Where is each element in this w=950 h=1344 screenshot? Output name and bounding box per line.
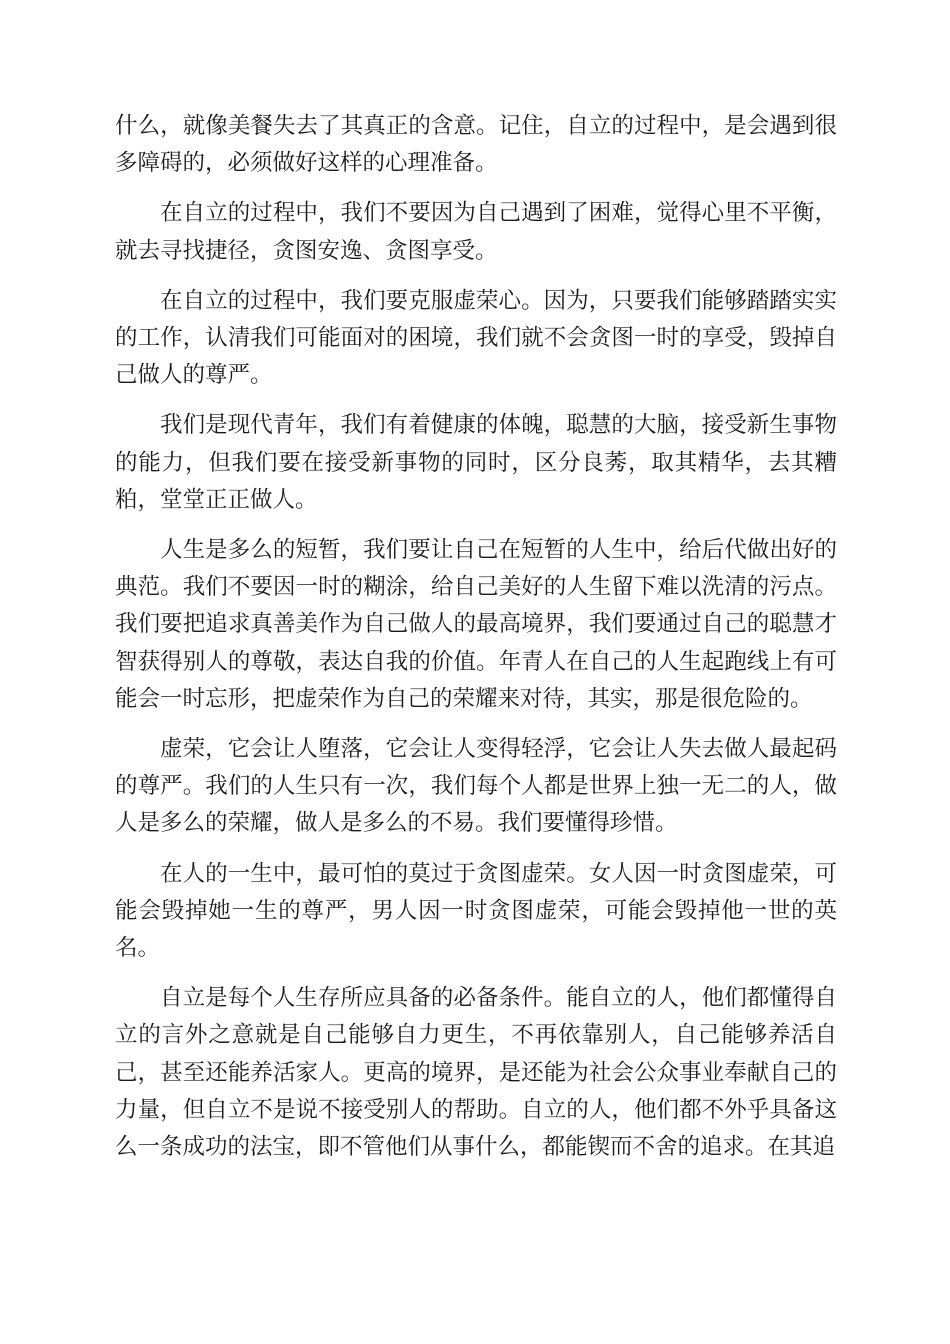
paragraph-6: 虚荣，它会让人堕落，它会让人变得轻浮，它会让人失去做人最起码的尊严。我们的人生只有一次，我们每个人都是世界上独一无二的人，做人是多么的荣耀，做人是多么的不易。我们要懂得珍惜。 xyxy=(115,736,837,837)
paragraph-5: 人生是多么的短暂，我们要让自己在短暂的人生中，给后代做出好的典范。我们不要因一时的糊涂，给自己美好的人生留下难以洗清的污点。我们要把追求真善美作为自己做人的最高境界，我们要通过自己的聪慧才智获得别人的尊敬，表达自我的价值。年青人在自己的人生起跑线上有可能会一时忘形，把虚荣作为自己的荣耀来对待，其实，那是很危险的。 xyxy=(115,537,837,712)
paragraph-4: 我们是现代青年，我们有着健康的体魄，聪慧的大脑，接受新生事物的能力，但我们要在接受新事物的同时，区分良莠，取其精华，去其糟粕，堂堂正正做人。 xyxy=(115,412,837,513)
paragraph-7: 在人的一生中，最可怕的莫过于贪图虚荣。女人因一时贪图虚荣，可能会毁掉她一生的尊严，男人因一时贪图虚荣，可能会毁掉他一世的英名。 xyxy=(115,860,837,962)
paragraph-2: 在自立的过程中，我们不要因为自己遇到了困难，觉得心里不平衡，就去寻找捷径，贪图安逸、贪图享受。 xyxy=(115,200,837,264)
paragraph-1: 什么，就像美餐失去了其真正的含意。记住，自立的过程中，是会遇到很多障碍的，必须做好这样的心理准备。 xyxy=(115,113,837,177)
document-body xyxy=(115,108,837,1179)
paragraph-3: 在自立的过程中，我们要克服虚荣心。因为，只要我们能够踏踏实实的工作，认清我们可能面对的困境，我们就不会贪图一时的享受，毁掉自己做人的尊严。 xyxy=(115,287,837,389)
paragraph-8: 自立是每个人生存所应具备的必备条件。能自立的人，他们都懂得自立的言外之意就是自己能够自力更生，不再依靠别人，自己能够养活自己，甚至还能养活家人。更高的境界，是还能为社会公众事业奉献自己的力量，但自立不是说不接受别人的帮助。自立的人，他们都不外乎具备这么一条成功的法宝，即不管他们从事什么，都能锲而不舍的追求。在其追 xyxy=(115,985,837,1161)
